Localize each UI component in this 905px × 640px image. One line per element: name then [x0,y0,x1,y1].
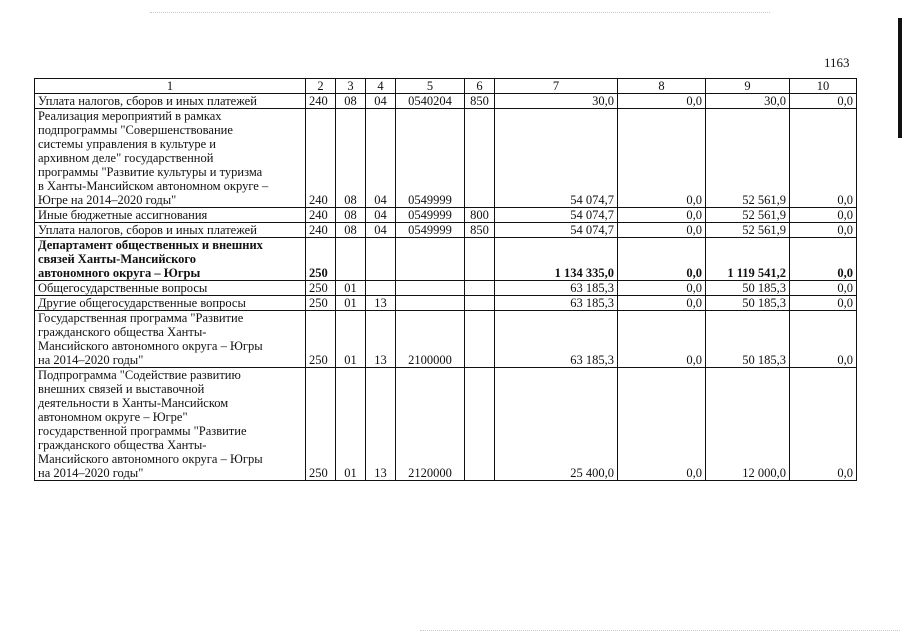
admin-code-cell: 240 [306,208,336,223]
row-name-cell: Другие общегосударственные вопросы [35,296,306,311]
section-cell: 08 [336,223,366,238]
table-row [35,238,857,281]
amount-cell: 0,0 [790,208,857,223]
section-cell [336,238,366,281]
subsection-cell [366,238,396,281]
amount-cell: 0,0 [790,368,857,481]
expense-type-cell [465,296,495,311]
admin-code-cell: 240 [306,223,336,238]
table-row [35,281,857,296]
section-cell: 01 [336,281,366,296]
subsection-cell: 13 [366,368,396,481]
page-edge-mark [898,18,902,138]
amount-cell: 0,0 [790,94,857,109]
table-row [35,296,857,311]
amount-cell: 0,0 [790,238,857,281]
column-header: 5 [396,79,465,94]
column-header: 4 [366,79,396,94]
expense-type-cell [465,368,495,481]
expense-type-cell [465,311,495,368]
amount-cell: 0,0 [618,223,706,238]
page-number: 1163 [824,55,850,70]
amount-cell: 63 185,3 [495,296,618,311]
target-article-cell: 0540204 [396,94,465,109]
amount-cell: 54 074,7 [495,109,618,208]
scan-artifact-bottom [420,630,900,632]
amount-cell: 0,0 [618,296,706,311]
row-name-cell: Иные бюджетные ассигнования [35,208,306,223]
row-name-cell: Реализация мероприятий в рамках подпрограммы "Совершенствование системы управления в культуре и архивном деле" государственной программы "Развитие культуры и туризма в Ханты-Мансийском автономном округе – Югре на 2014–2020 годы" [35,109,306,208]
amount-cell: 0,0 [618,238,706,281]
table-body [35,94,857,481]
row-name-cell: Уплата налогов, сборов и иных платежей [35,94,306,109]
section-cell: 08 [336,109,366,208]
amount-cell: 25 400,0 [495,368,618,481]
row-name-cell: Государственная программа "Развитие гражданского общества Ханты- Мансийского автономного округа – Югры на 2014–2020 годы" [35,311,306,368]
admin-code-cell: 250 [306,281,336,296]
table-row [35,208,857,223]
amount-cell: 54 074,7 [495,208,618,223]
amount-cell: 12 000,0 [706,368,790,481]
table-row [35,94,857,109]
section-cell: 01 [336,368,366,481]
amount-cell: 63 185,3 [495,281,618,296]
amount-cell: 0,0 [790,296,857,311]
amount-cell: 52 561,9 [706,208,790,223]
column-header: 6 [465,79,495,94]
column-header: 1 [35,79,306,94]
amount-cell: 1 119 541,2 [706,238,790,281]
row-name-cell: Департамент общественных и внешних связей Ханты-Мансийского автономного округа – Югры [35,238,306,281]
amount-cell: 0,0 [790,223,857,238]
column-header: 7 [495,79,618,94]
amount-cell: 0,0 [618,368,706,481]
section-cell: 08 [336,94,366,109]
section-cell: 01 [336,296,366,311]
expense-type-cell: 850 [465,223,495,238]
column-header: 9 [706,79,790,94]
subsection-cell: 04 [366,208,396,223]
admin-code-cell: 240 [306,94,336,109]
target-article-cell: 0549999 [396,109,465,208]
column-header: 2 [306,79,336,94]
row-name-cell: Общегосударственные вопросы [35,281,306,296]
admin-code-cell: 250 [306,368,336,481]
target-article-cell [396,238,465,281]
amount-cell: 0,0 [618,94,706,109]
subsection-cell: 04 [366,223,396,238]
amount-cell: 0,0 [790,281,857,296]
table-row [35,223,857,238]
amount-cell: 30,0 [706,94,790,109]
amount-cell: 54 074,7 [495,223,618,238]
amount-cell: 0,0 [618,281,706,296]
amount-cell: 0,0 [618,208,706,223]
subsection-cell: 04 [366,94,396,109]
table-header-row [35,79,857,94]
admin-code-cell: 250 [306,311,336,368]
admin-code-cell: 250 [306,296,336,311]
target-article-cell: 0549999 [396,208,465,223]
admin-code-cell: 240 [306,109,336,208]
amount-cell: 50 185,3 [706,281,790,296]
table-row [35,109,857,208]
row-name-cell: Подпрограмма "Содействие развитию внешних связей и выставочной деятельности в Ханты-Мансийском автономном округе – Югре" государственной программы "Развитие гражданского общества Ханты- Мансийского автономного округа – Югры на 2014–2020 годы" [35,368,306,481]
row-name-cell: Уплата налогов, сборов и иных платежей [35,223,306,238]
target-article-cell: 0549999 [396,223,465,238]
admin-code-cell: 250 [306,238,336,281]
table-row [35,311,857,368]
expense-type-cell [465,109,495,208]
amount-cell: 0,0 [790,311,857,368]
section-cell: 08 [336,208,366,223]
subsection-cell: 04 [366,109,396,208]
column-header: 10 [790,79,857,94]
amount-cell: 30,0 [495,94,618,109]
subsection-cell: 13 [366,311,396,368]
column-header: 3 [336,79,366,94]
subsection-cell [366,281,396,296]
target-article-cell: 2120000 [396,368,465,481]
amount-cell: 0,0 [790,109,857,208]
amount-cell: 1 134 335,0 [495,238,618,281]
budget-table [34,78,857,481]
amount-cell: 0,0 [618,311,706,368]
amount-cell: 50 185,3 [706,296,790,311]
column-header: 8 [618,79,706,94]
expense-type-cell: 800 [465,208,495,223]
amount-cell: 52 561,9 [706,109,790,208]
target-article-cell: 2100000 [396,311,465,368]
scan-artifact-top [150,12,770,14]
target-article-cell [396,296,465,311]
section-cell: 01 [336,311,366,368]
expense-type-cell: 850 [465,94,495,109]
amount-cell: 63 185,3 [495,311,618,368]
table-row [35,368,857,481]
target-article-cell [396,281,465,296]
expense-type-cell [465,238,495,281]
amount-cell: 52 561,9 [706,223,790,238]
expense-type-cell [465,281,495,296]
amount-cell: 50 185,3 [706,311,790,368]
subsection-cell: 13 [366,296,396,311]
amount-cell: 0,0 [618,109,706,208]
